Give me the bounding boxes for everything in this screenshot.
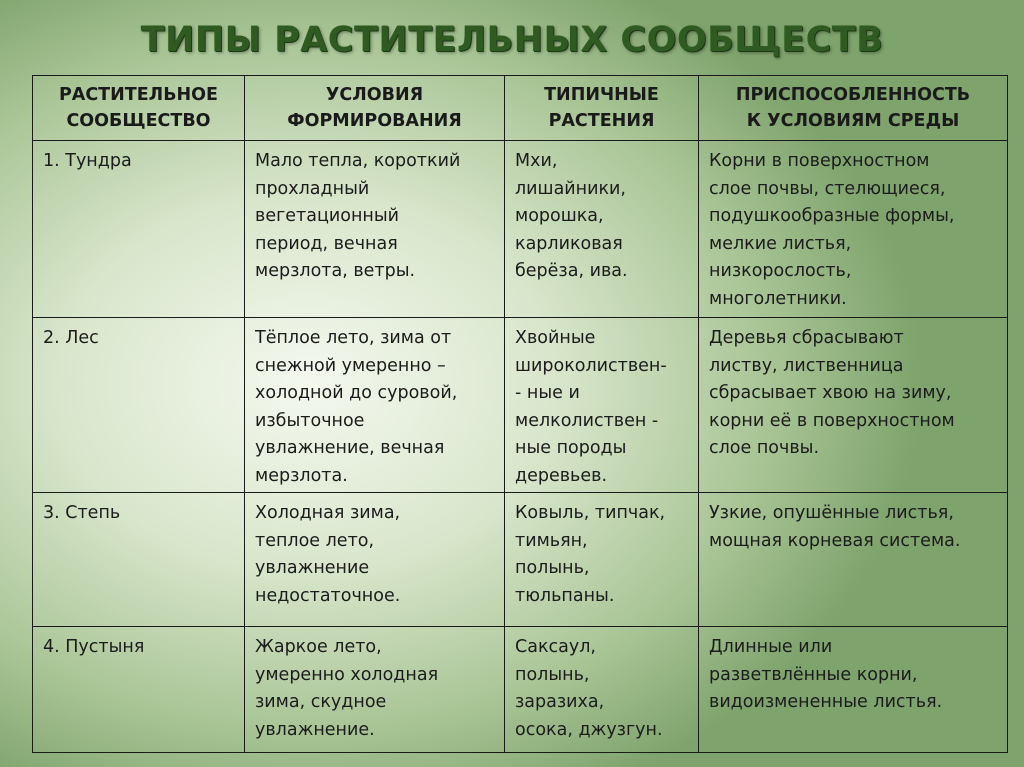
table-row bbox=[33, 318, 1008, 493]
plant-communities-table bbox=[32, 75, 1008, 753]
cell-plants: Ковыль, типчак, тимьян, полынь, тюльпаны. bbox=[505, 493, 699, 627]
cell-community: 4. Пустыня bbox=[33, 627, 245, 753]
cell-conditions: Тёплое лето, зима от снежной умеренно – холодной до суровой, избыточное увлажнение, вечная мерзлота. bbox=[245, 318, 505, 493]
cell-plants: Мхи, лишайники, морошка, карликовая берёза, ива. bbox=[505, 141, 699, 318]
table-header-row bbox=[33, 76, 1008, 141]
cell-plants: Саксаул, полынь, заразиха, осока, джузгун. bbox=[505, 627, 699, 753]
cell-adaptation: Длинные или разветвлённые корни, видоизмененные листья. bbox=[699, 627, 1008, 753]
cell-conditions: Жаркое лето, умеренно холодная зима, скудное увлажнение. bbox=[245, 627, 505, 753]
table-row bbox=[33, 493, 1008, 627]
cell-plants: Хвойные широколиствен- - ные и мелколиствен - ные породы деревьев. bbox=[505, 318, 699, 493]
table-row bbox=[33, 141, 1008, 318]
cell-conditions: Холодная зима, теплое лето, увлажнение недостаточное. bbox=[245, 493, 505, 627]
slide-title: ТИПЫ РАСТИТЕЛЬНЫХ СООБЩЕСТВ bbox=[140, 20, 884, 60]
table-row bbox=[33, 627, 1008, 753]
cell-adaptation: Деревья сбрасывают листву, лиственница сбрасывает хвою на зиму, корни её в поверхностном слое почвы. bbox=[699, 318, 1008, 493]
header-community: РАСТИТЕЛЬНОЕ СООБЩЕСТВО bbox=[33, 76, 245, 141]
header-adaptation: ПРИСПОСОБЛЕННОСТЬ К УСЛОВИЯМ СРЕДЫ bbox=[699, 76, 1008, 141]
cell-adaptation: Корни в поверхностном слое почвы, стелющиеся, подушкообразные формы, мелкие листья, низкорослость, многолетники. bbox=[699, 141, 1008, 318]
cell-community: 2. Лес bbox=[33, 318, 245, 493]
header-conditions: УСЛОВИЯ ФОРМИРОВАНИЯ bbox=[245, 76, 505, 141]
cell-conditions: Мало тепла, короткий прохладный вегетационный период, вечная мерзлота, ветры. bbox=[245, 141, 505, 318]
cell-community: 3. Степь bbox=[33, 493, 245, 627]
cell-community: 1. Тундра bbox=[33, 141, 245, 318]
cell-adaptation: Узкие, опушённые листья, мощная корневая система. bbox=[699, 493, 1008, 627]
header-plants: ТИПИЧНЫЕ РАСТЕНИЯ bbox=[505, 76, 699, 141]
